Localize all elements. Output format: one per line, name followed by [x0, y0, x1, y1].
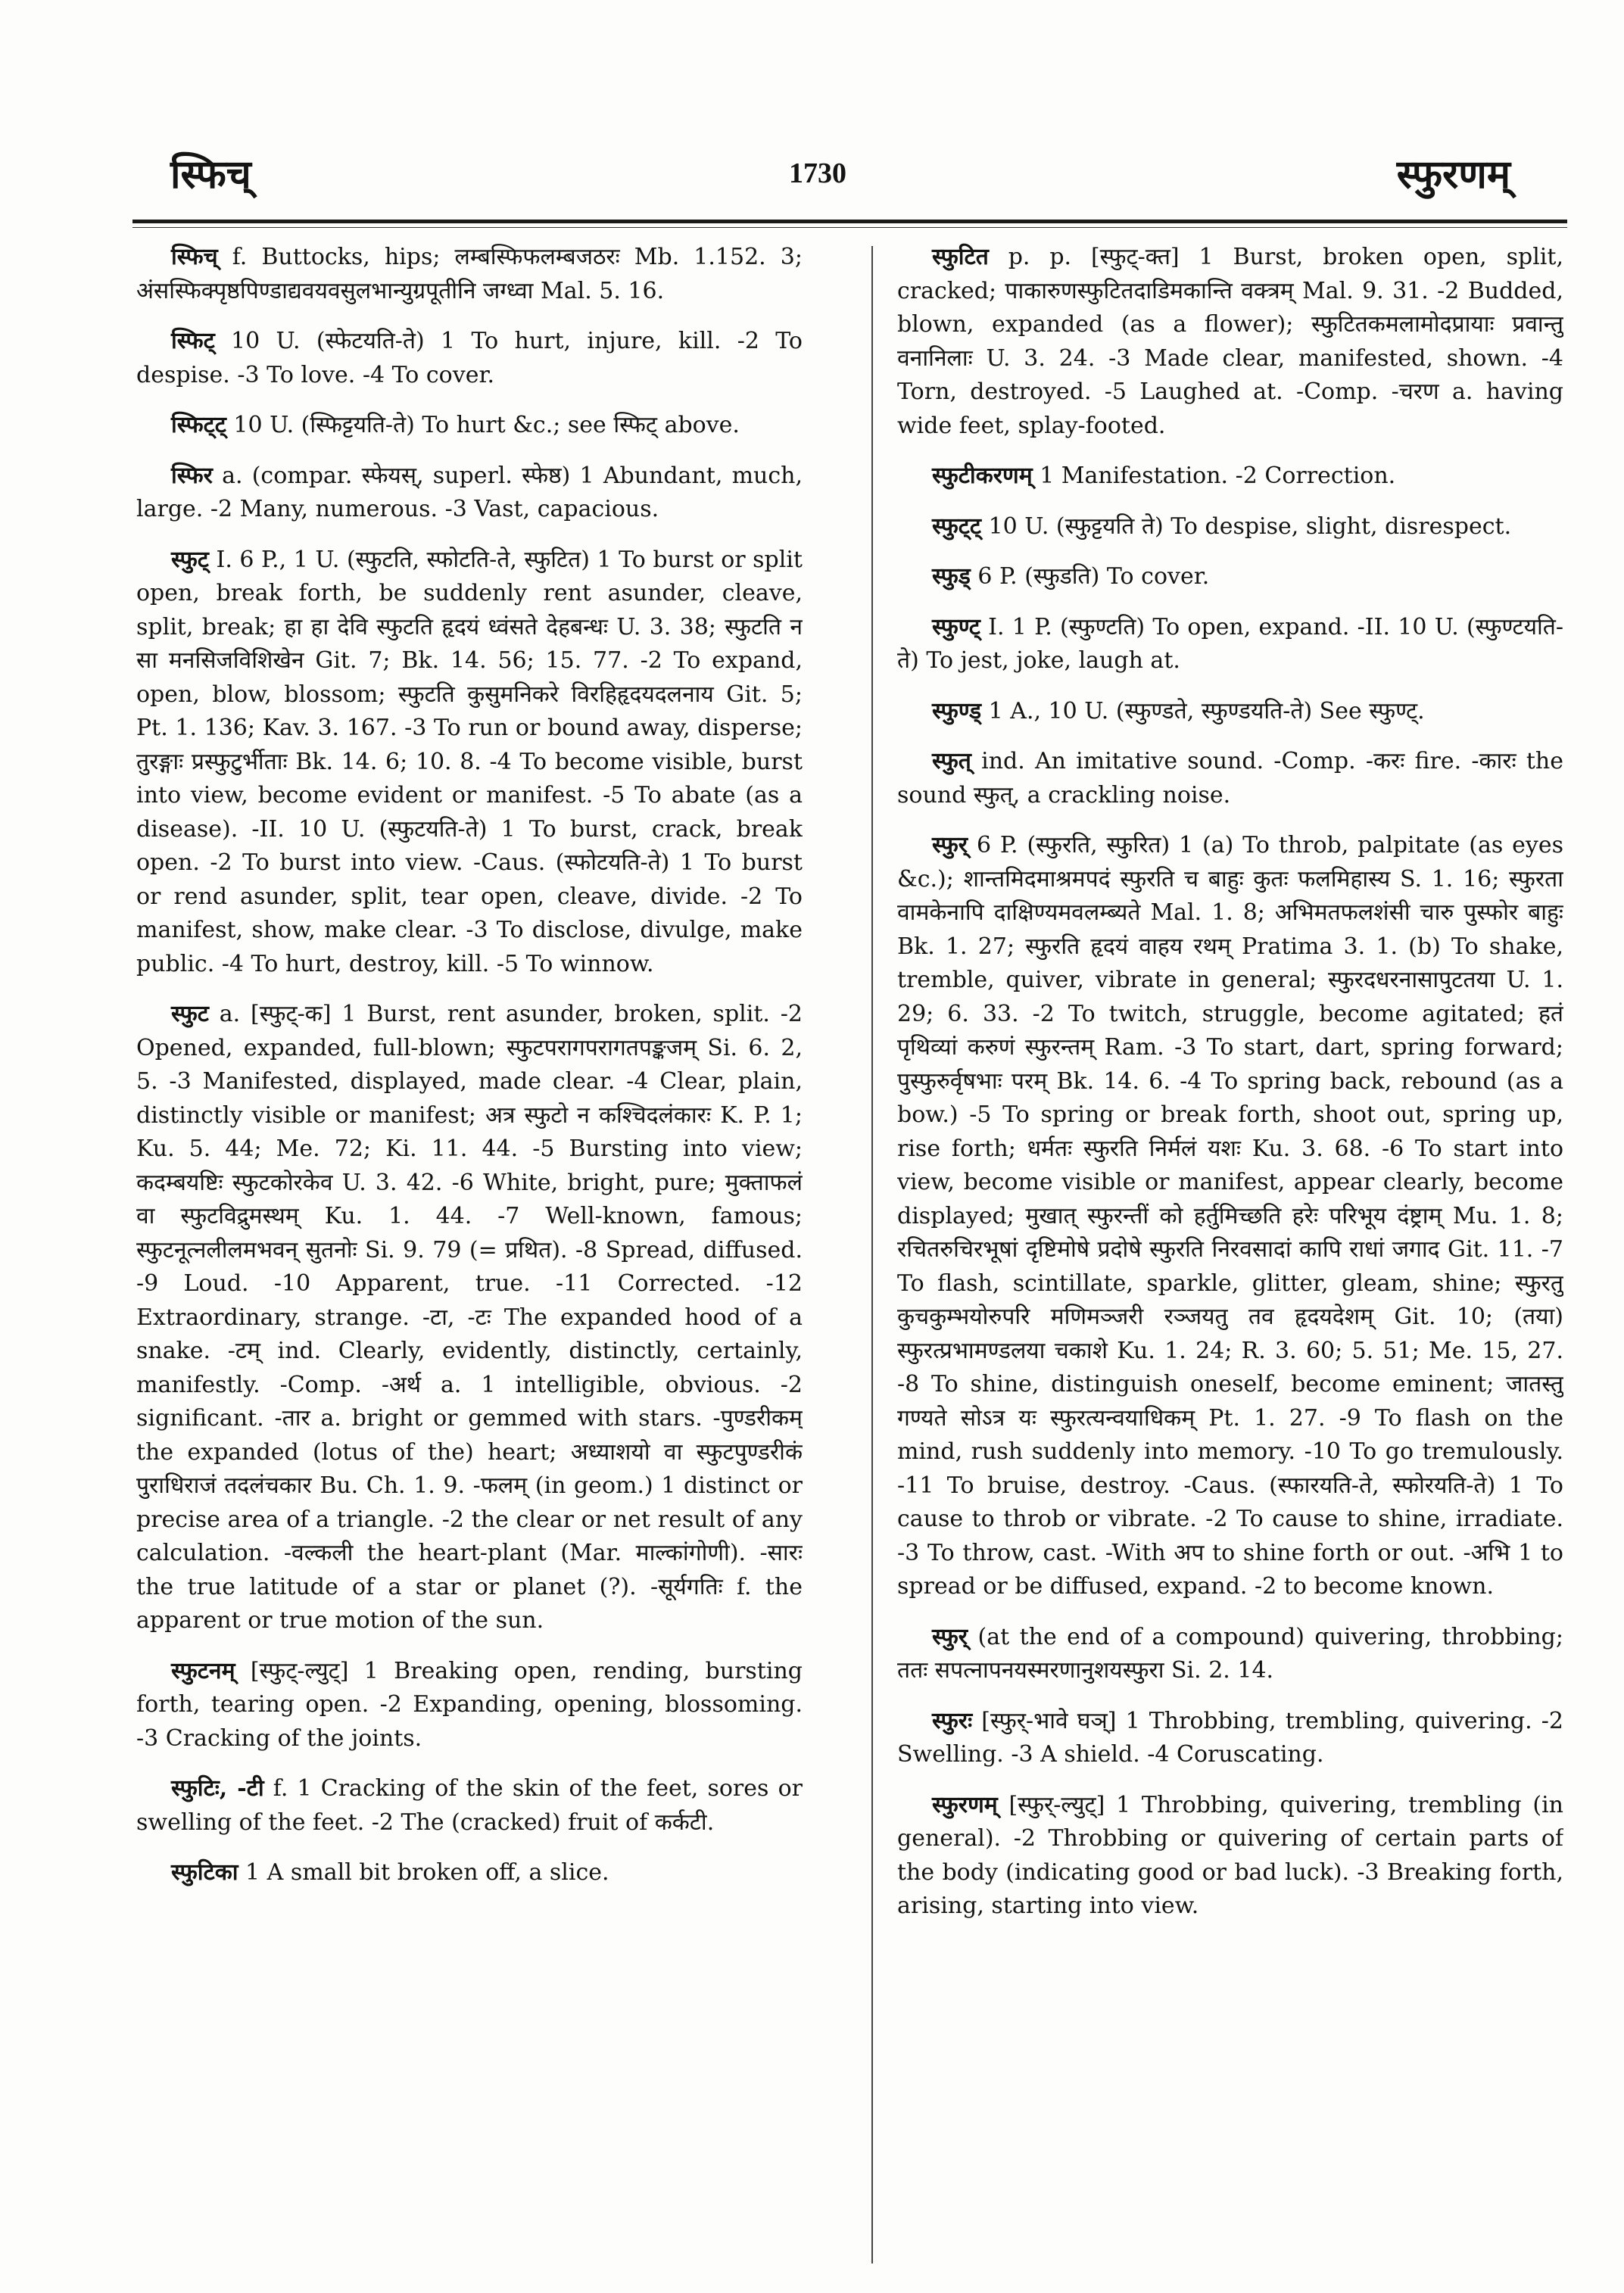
entry-definition: (at the end of a compound) quivering, throbbing; ततः सपत्नापनयस्मरणानुशयस्फुरा Si. 2. 14. [897, 1623, 1563, 1684]
entry-definition: 6 P. (स्फुरति, स्फुरित) 1 (a) To throb, palpitate (as eyes &c.); शान्तमिदमाश्रमपदं स्फुरति च बाहुः कुतः फलमिहास्य S. 1. 16; स्फुरता वामकेनापि दाक्षिण्यमवलम्ब्यते Mal. 1. 8; अभिमतफलशंसी चारु पुस्फोर बाहुः Bk. 1. 27; स्फुरति हृदयं वाहय रथम् Pratima 3. 1. (b) To shake, tremble, quiver, vibrate in general; स्फुरदधरनासापुटतया U. 1. 29; 6. 33. -2 To twitch, struggle, become agitated; हतं पृथिव्यां करुणं स्फुरन्तम् Ram. -3 To start, dart, spring forward; पुस्फुरुर्वृषभाः परम् Bk. 14. 6. -4 To spring back, rebound (as a bow.) -5 To spring or break forth, shoot out, spring up, rise forth; धर्मतः स्फुरति निर्मलं यशः Ku. 3. 68. -6 To start into view, become visible or manifest, appear clearly, become displayed; मुखात् स्फुरन्तीं को हर्तुमिच्छति हरेः परिभूय दंष्ट्राम् Mu. 1. 8; रचितरुचिरभूषां दृष्टिमोषे प्रदोषे स्फुरति निरवसादां कापि राधां जगाद Git. 11. -7 To flash, scintillate, sparkle, glitter, gleam, shine; स्फुरतु कुचकुम्भयोरुपरि मणिमञ्जरी रञ्जयतु तव हृदयदेशम् Git. 10; (तया) स्फुरत्प्रभामण्डलया चकाशे Ku. 1. 24; R. 3. 60; 5. 51; Me. 15, 27. -8 To shine, distinguish oneself, become eminent; जातस्तु गण्यते सोऽत्र यः स्फुरत्यन्वयाधिकम् Pt. 1. 27. -9 To flash on the mind, rush suddenly into memory. -10 To go tremulously. -11 To bruise, destroy. -Caus. (स्फारयति-ते, स्फोरयति-ते) 1 To cause to throb or vibrate. -2 To cause to shine, irradiate. -3 To throw, cast. -With अप to shine forth or out. -अभि 1 to spread or be diffused, expand. -2 to become known. [897, 832, 1563, 1600]
dictionary-entry [897, 460, 1563, 494]
entry-headword: स्फुटित [932, 244, 989, 270]
entry-definition: a. (compar. स्फेयस्, superl. स्फेष्ठ) 1 Abundant, much, large. -2 Many, numerous. -3 Vast, capacious. [136, 462, 803, 522]
entry-definition: [स्फुर्-ल्युट्] 1 Throbbing, quivering, trembling (in general). -2 Throbbing or quivering of certain parts of the body (indicating good or bad luck). -3 Breaking forth, arising, starting into view. [897, 1791, 1563, 1919]
dictionary-entry [136, 1856, 803, 1890]
dictionary-entry [136, 409, 803, 443]
entry-headword: स्फुड् [932, 563, 971, 590]
entry-headword: स्फुट्ट् [932, 512, 982, 540]
entry-definition: 6 P. (स्फुडति) To cover. [977, 563, 1210, 590]
entry-headword: स्फुत् [932, 748, 971, 774]
entry-headword: स्फुट् [171, 546, 209, 573]
dictionary-entry [897, 510, 1563, 544]
dictionary-entry [897, 1705, 1563, 1772]
dictionary-entry [897, 1789, 1563, 1924]
entry-headword: स्फुटिः, -टी [171, 1775, 264, 1802]
entry-headword: स्फुटनम् [171, 1657, 235, 1684]
entry-definition: 1 Manifestation. -2 Correction. [1040, 463, 1396, 489]
header-rule-thick [132, 220, 1567, 223]
dictionary-entry [897, 695, 1563, 729]
dictionary-entry [897, 829, 1563, 1604]
dictionary-entry [136, 1772, 803, 1840]
entry-headword: स्फुरणम् [932, 1791, 998, 1818]
page-number: 1730 [789, 157, 846, 189]
entry-definition: ind. An imitative sound. -Comp. -करः fire. -कारः the sound स्फुत्, a crackling noise. [897, 748, 1563, 808]
right-column [897, 241, 1563, 2277]
running-head-left: स्फिच् [170, 151, 251, 198]
dictionary-entry [136, 1655, 803, 1756]
entry-headword: स्फिच् [171, 244, 218, 270]
entry-headword: स्फिट् [171, 328, 215, 354]
entry-definition: a. [स्फुट्-क] 1 Burst, rent asunder, broken, split. -2 Opened, expanded, full-blown; स्फुटपरागपरागतपङ्कजम् Si. 6. 2, 5. -3 Manifested, displayed, made clear. -4 Clear, plain, distinctly visible or manifest; अत्र स्फुटो न कश्चिदलंकारः K. P. 1; Ku. 5. 44; Me. 72; Ki. 11. 44. -5 Bursting into view; कदम्बयष्टिः स्फुटकोरकेव U. 3. 42. -6 White, bright, pure; मुक्ताफलं वा स्फुटविद्रुमस्थम् Ku. 1. 44. -7 Well-known, famous; स्फुटनूत्नलीलमभवन् सुतनोः Si. 9. 79 (= प्रथित). -8 Spread, diffused. -9 Loud. -10 Apparent, true. -11 Corrected. -12 Extraordinary, strange. -टा, -टः The expanded hood of a snake. -टम् ind. Clearly, evidently, distinctly, certainly, manifestly. -Comp. -अर्थ a. 1 intelligible, obvious. -2 significant. -तार a. bright or gemmed with stars. -पुण्डरीकम् the expanded (lotus of the) heart; अध्याशयो वा स्फुटपुण्डरीकं पुराधिराजं तदलंचकार Bu. Ch. 1. 9. -फलम् (in geom.) 1 distinct or precise area of a triangle. -2 the clear or net result of any calculation. -वल्कली the heart-plant (Mar. माल्कांगोणी). -सारः the true latitude of a star or planet (?). -सूर्यगतिः f. the apparent or true motion of the sun. [136, 1001, 803, 1634]
column-divider [871, 246, 873, 2263]
entry-headword: स्फुट [171, 1001, 209, 1027]
entry-headword: स्फुर् [932, 832, 968, 858]
entry-definition: 10 U. (स्फुट्टयति ते) To despise, slight, disrespect. [988, 512, 1512, 540]
dictionary-entry [897, 1621, 1563, 1688]
running-head-right: स्फुरणम् [1396, 151, 1510, 198]
entry-definition: f. 1 Cracking of the skin of the feet, sores or swelling of the feet. -2 The (cracked) fruit of कर्कटी. [136, 1775, 803, 1836]
entry-headword: स्फुर् [932, 1623, 968, 1650]
dictionary-entry [897, 241, 1563, 443]
entry-definition: [स्फुर्-भावे घञ्] 1 Throbbing, trembling, quivering. -2 Swelling. -3 A shield. -4 Coruscating. [897, 1707, 1563, 1768]
dictionary-entry [897, 745, 1563, 812]
dictionary-entry [897, 560, 1563, 594]
entry-headword: स्फुण्ट् [932, 613, 980, 640]
entry-headword: स्फुटीकरणम् [932, 463, 1033, 489]
entry-headword: स्फिर [171, 462, 213, 489]
entry-definition: 1 A small bit broken off, a slice. [245, 1859, 609, 1886]
entry-definition: p. p. [स्फुट्-क्त] 1 Burst, broken open, split, cracked; पाकारुणस्फुटितदाडिमकान्ति वक्त्रम् Mal. 9. 31. -2 Budded, blown, expanded (as a flower); स्फुटितकमलामोदप्रायाः प्रवान्तु वनानिलाः U. 3. 24. -3 Made clear, manifested, shown. -4 Torn, destroyed. -5 Laughed at. -Comp. -चरण a. having wide feet, splay-footed. [897, 244, 1563, 439]
dictionary-entry [136, 460, 803, 527]
dictionary-entry [136, 998, 803, 1638]
dictionary-entry [897, 611, 1563, 678]
left-column [136, 241, 803, 2277]
entry-definition: I. 6 P., 1 U. (स्फुटति, स्फोटति-ते, स्फुटित) 1 To burst or split open, break forth, be suddenly rent asunder, cleave, split, break; हा हा देवि स्फुटति हृदयं ध्वंसते देहबन्धः U. 3. 38; स्फुटति न सा मनसिजविशिखेन Git. 7; Bk. 14. 56; 15. 77. -2 To expand, open, blow, blossom; स्फुटति कुसुमनिकरे विरहिहृदयदलनाय Git. 5; Pt. 1. 136; Kav. 3. 167. -3 To run or bound away, disperse; तुरङ्गाः प्रस्फुटुर्भीताः Bk. 14. 6; 10. 8. -4 To become visible, burst into view, become evident or manifest. -5 To abate (as a disease). -II. 10 U. (स्फुटयति-ते) 1 To burst, crack, break open. -2 To burst into view. -Caus. (स्फोटयति-ते) 1 To burst or rend asunder, split, tear open, cleave, divide. -2 To manifest, show, make clear. -3 To disclose, divulge, make public. -4 To hurt, destroy, kill. -5 To winnow. [136, 546, 803, 977]
entry-headword: स्फुरः [932, 1707, 973, 1734]
entry-definition: 10 U. (स्फिट्टयति-ते) To hurt &c.; see स्फिट् above. [233, 412, 740, 438]
header-rule-thin [132, 227, 1567, 228]
entry-definition: f. Buttocks, hips; लम्बस्फिफलम्बजठरः Mb. 1.152. 3; अंसस्फिक्पृष्ठपिण्डाद्यवयवसुलभान्युग्रपूतीनि जग्ध्वा Mal. 5. 16. [136, 244, 803, 304]
entry-definition: 1 A., 10 U. (स्फुण्डते, स्फुण्डयति-ते) See स्फुण्ट्. [988, 697, 1425, 724]
entry-headword: स्फिट्ट् [171, 412, 226, 438]
entry-headword: स्फुटिका [171, 1859, 238, 1886]
dictionary-entry [136, 325, 803, 392]
entry-definition: [स्फुट्-ल्युट्] 1 Breaking open, rending, bursting forth, tearing open. -2 Expanding, opening, blossoming. -3 Cracking of the joints. [136, 1657, 803, 1752]
entry-definition: I. 1 P. (स्फुण्टति) To open, expand. -II. 10 U. (स्फुण्टयति-ते) To jest, joke, laugh at. [897, 613, 1563, 674]
entry-headword: स्फुण्ड् [932, 697, 982, 724]
dictionary-entry [136, 544, 803, 982]
entry-definition: 10 U. (स्फेटयति-ते) 1 To hurt, injure, kill. -2 To despise. -3 To love. -4 To cover. [136, 328, 803, 388]
dictionary-entry [136, 241, 803, 308]
